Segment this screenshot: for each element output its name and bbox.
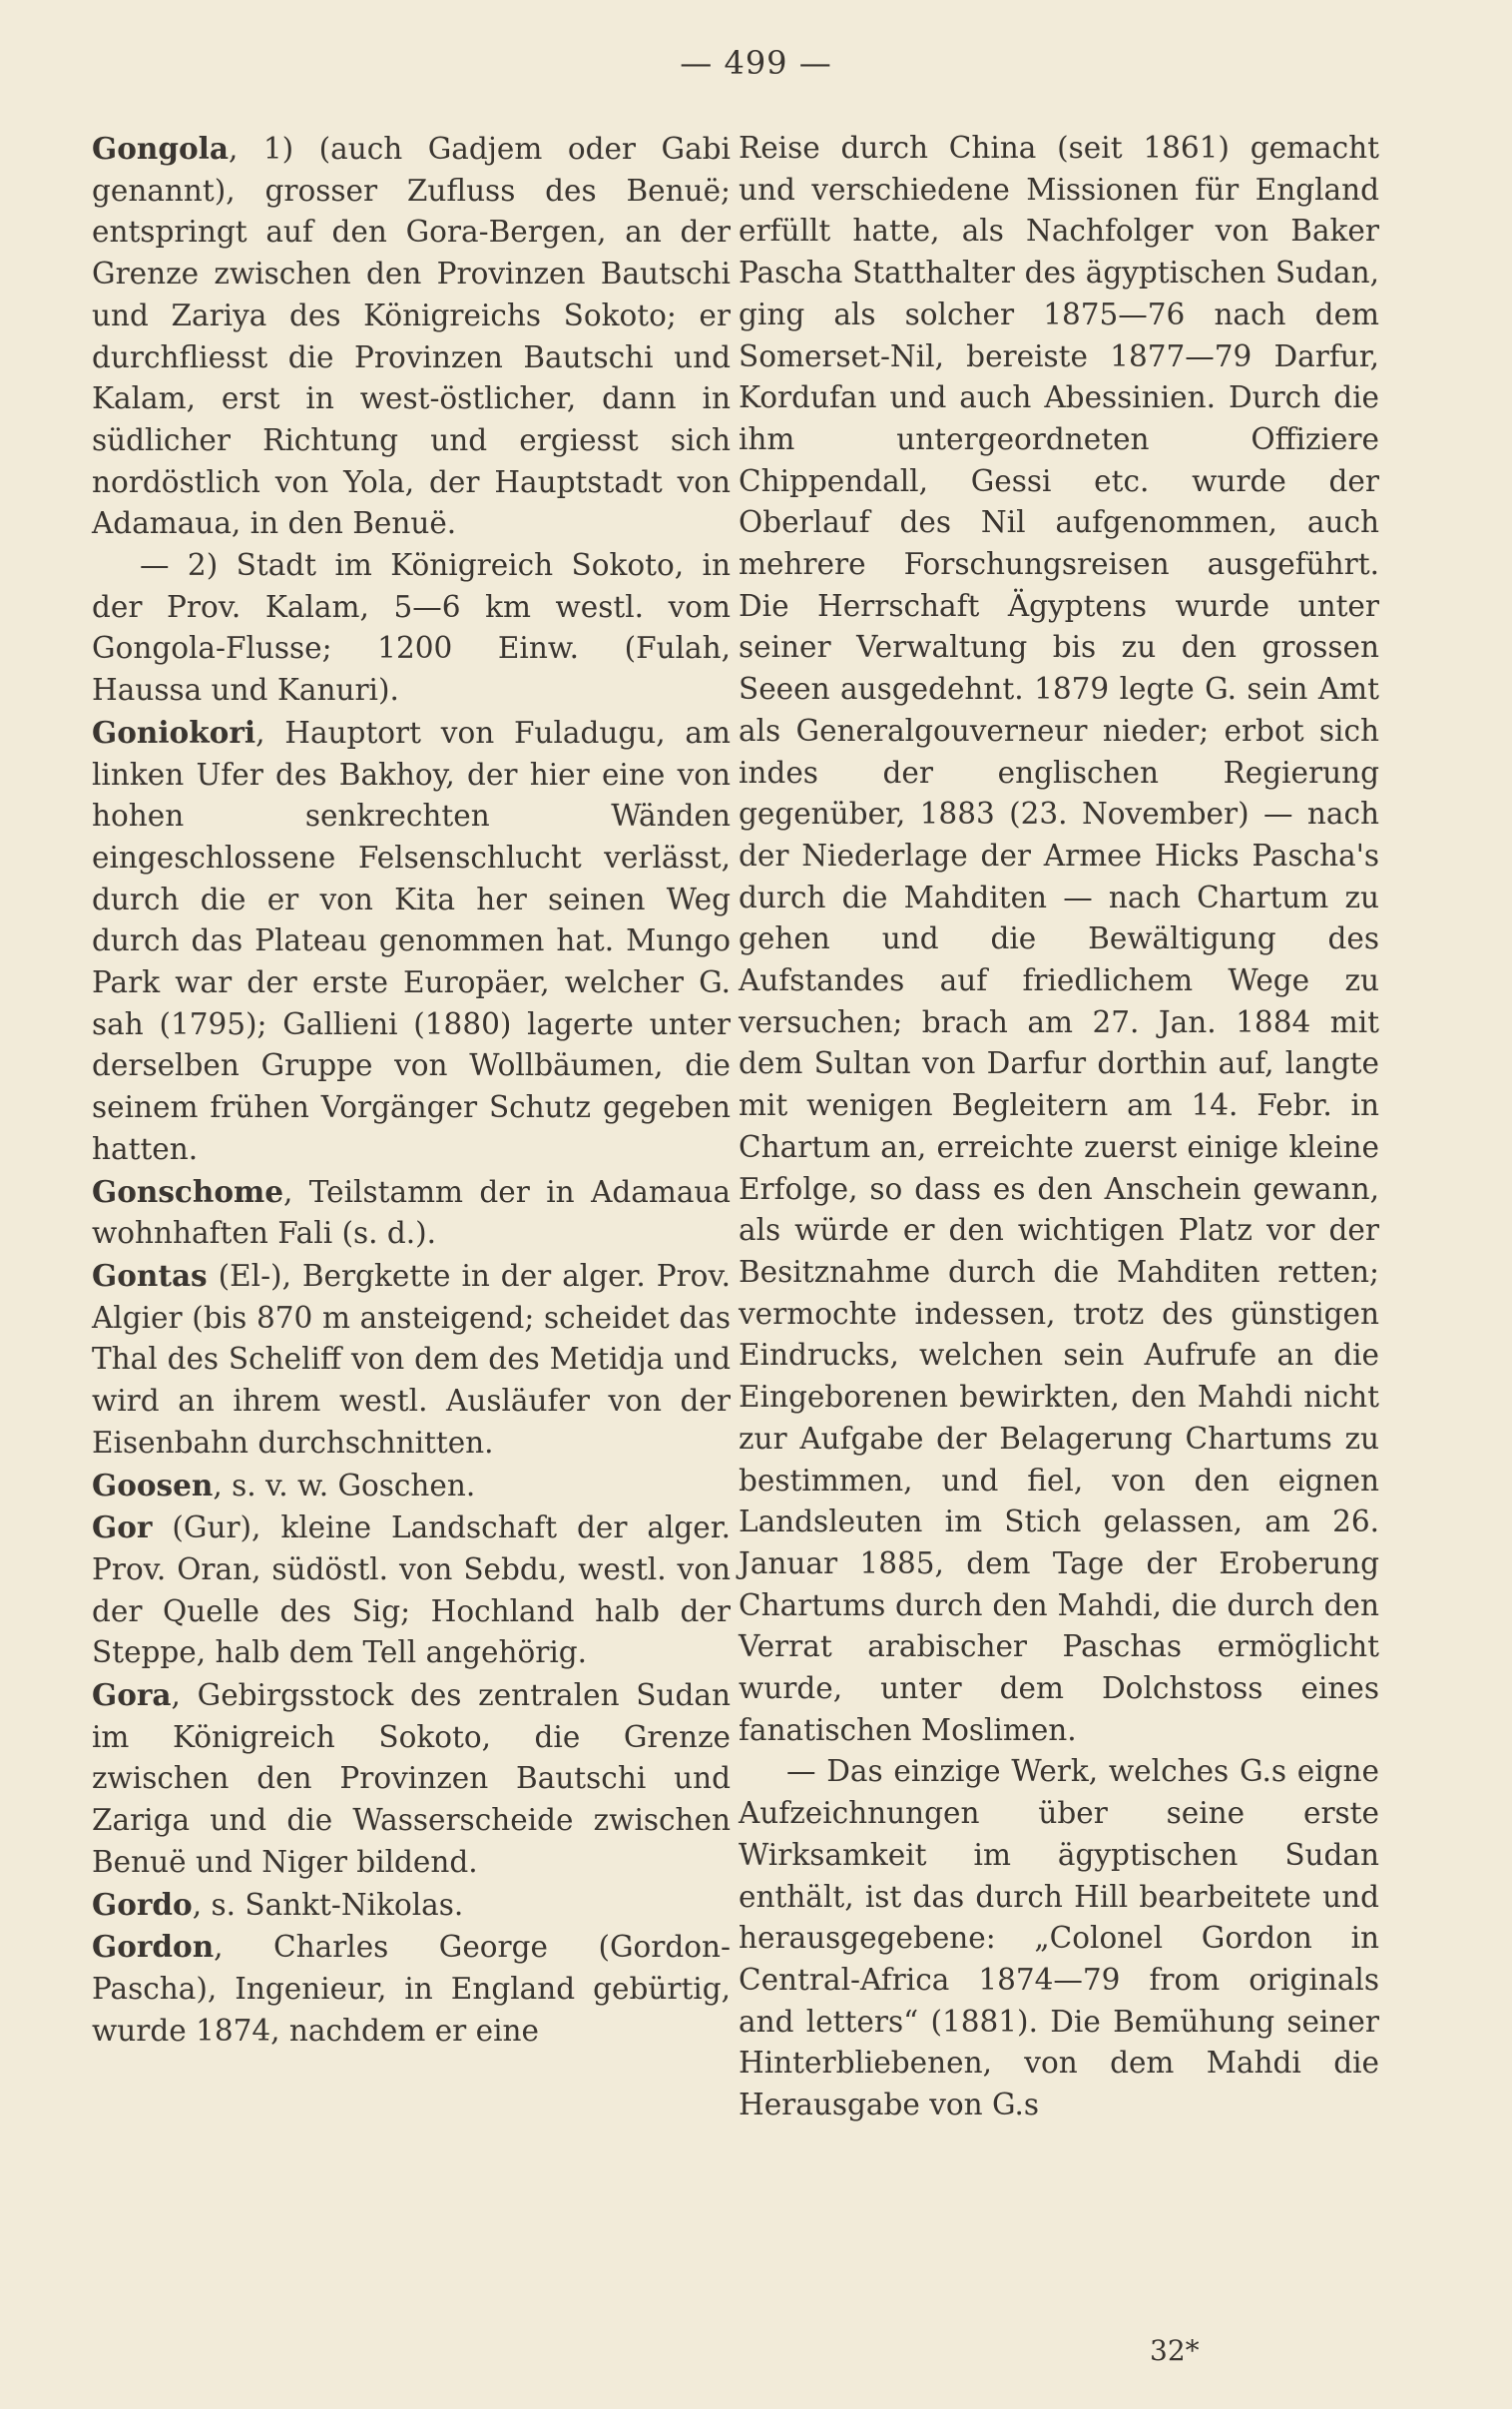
entry-gordon-continued xyxy=(739,128,1379,1751)
entry-gordo xyxy=(92,1884,731,1927)
left-column xyxy=(92,128,731,2052)
entry-goniokori xyxy=(92,712,731,1171)
entry-gora xyxy=(92,1674,731,1884)
entry-head: Gor xyxy=(92,1509,153,1545)
entry-text: , Teilstamm der in Adamaua wohnhaften Fali (s. d.). xyxy=(92,1174,731,1251)
entry-text: , s. Sankt-Nikolas. xyxy=(192,1887,464,1922)
entry-gor xyxy=(92,1506,731,1674)
entry-text: , 1) (auch Gadjem oder Gabi genannt), grosser Zufluss des Benuë; entspringt auf den Gora-Bergen, an der Grenze zwischen den Provinzen Bautschi und Zariya des Königreichs Sokoto; er durchfliesst die Provinzen Bautschi und Kalam, erst in west-östlicher, dann in südlicher Richtung und ergiesst sich nordöstlich von Yola, der Hauptstadt von Adamaua, in den Benuë. xyxy=(92,132,731,541)
entry-text: (El-), Bergkette in der alger. Prov. Algier (bis 870 m ansteigend; scheidet das Thal des Scheliff von dem des Metidja und wird an ihrem westl. Ausläufer von der Eisenbahn durchschnitten. xyxy=(92,1258,731,1460)
entry-head: Gongola xyxy=(92,131,229,166)
entry-text: — 2) Stadt im Königreich Sokoto, in der Prov. Kalam, 5—6 km westl. vom Gongola-Flusse; 1200 Einw. (Fulah, Haussa und Kanuri). xyxy=(92,548,731,708)
entry-text: , Hauptort von Fuladugu, am linken Ufer des Bakhoy, der hier eine von hohen senkrechten Wänden eingeschlossene Felsenschlucht verlässt, durch die er von Kita her seinen Weg durch das Plateau genommen hat. Mungo Park war der erste Europäer, welcher G. sah (1795); Gallieni (1880) lagerte unter derselben Gruppe von Wollbäumen, die seinem frühen Vorgänger Schutz gegeben hatten. xyxy=(92,715,731,1166)
entry-goosen xyxy=(92,1465,731,1507)
entry-head: Goniokori xyxy=(92,714,256,750)
right-column xyxy=(739,128,1379,2126)
entry-gordon-works xyxy=(739,1751,1379,2125)
entry-text: , Charles George (Gordon-Pascha), Ingenieur, in England gebürtig, wurde 1874, nachdem er eine xyxy=(92,1930,731,2048)
entry-gordon xyxy=(92,1926,731,2052)
entry-head: Gora xyxy=(92,1677,172,1713)
entry-gongola xyxy=(92,128,731,545)
entry-text: (Gur), kleine Landschaft der alger. Prov. Oran, südöstl. von Sebdu, westl. von der Quelle des Sig; Hochland halb der Steppe, halb dem Tell angehörig. xyxy=(92,1510,731,1670)
page-number: — 499 — xyxy=(680,44,832,82)
signature-mark: 32* xyxy=(1150,2334,1200,2367)
entry-text: Reise durch China (seit 1861) gemacht und verschiedene Missionen für England erfüllt hatte, als Nachfolger von Baker Pascha Statthalter des ägyptischen Sudan, ging als solcher 1875—76 nach dem Somerset-Nil, bereiste 1877—79 Darfur, Kordufan und auch Abessinien. Durch die ihm untergeordneten Offiziere Chippendall, Gessi etc. wurde der Oberlauf des Nil aufgenommen, auch mehrere Forschungsreisen ausgeführt. Die Herrschaft Ägyptens wurde unter seiner Verwaltung bis zu den grossen Seeen ausgedehnt. 1879 legte G. sein Amt als Generalgouverneur nieder; erbot sich indes der englischen Regierung gegenüber, 1883 (23. November) — nach der Niederlage der Armee Hicks Pascha's durch die Mahditen — nach Chartum zu gehen und die Bewältigung des Aufstandes auf friedlichem Wege zu versuchen; brach am 27. Jan. 1884 mit dem Sultan von Darfur dorthin auf, langte mit wenigen Begleitern am 14. Febr. in Chartum an, erreichte zuerst einige kleine Erfolge, so dass es den Anschein gewann, als würde er den wichtigen Platz vor der Besitznahme durch die Mahditen retten; vermochte indessen, trotz des günstigen Eindrucks, welchen sein Aufrufe an die Eingeborenen bewirkten, den Mahdi nicht zur Aufgabe der Belagerung Chartums zu bestimmen, und fiel, von den eignen Landsleuten im Stich gelassen, am 26. Januar 1885, dem Tage der Eroberung Chartums durch den Mahdi, die durch den Verrat arabischer Paschas ermöglicht wurde, unter dem Dolchstoss eines fanatischen Moslimen. xyxy=(739,131,1379,1747)
entry-gonschome xyxy=(92,1171,731,1255)
entry-head: Gonschome xyxy=(92,1173,283,1209)
entry-text: — Das einzige Werk, welches G.s eigne Aufzeichnungen über seine erste Wirksamkeit im ägyptischen Sudan enthält, ist das durch Hill bearbeitete und herausgegebene: „Colonel Gordon in Central-Africa 1874—79 from originals and letters“ (1881). Die Bemühung seiner Hinterbliebenen, von dem Mahdi die Herausgabe von G.s xyxy=(739,1754,1379,2122)
entry-text: , Gebirgsstock des zentralen Sudan im Königreich Sokoto, die Grenze zwischen den Provinzen Bautschi und Zariga und die Wasserscheide zwischen Benuë und Niger bildend. xyxy=(92,1678,731,1879)
entry-text: , s. v. w. Goschen. xyxy=(213,1468,476,1503)
entry-gongola-2 xyxy=(92,545,731,712)
entry-head: Gontas xyxy=(92,1257,208,1293)
entry-head: Goosen xyxy=(92,1467,214,1503)
entry-head: Gordon xyxy=(92,1929,215,1965)
entry-head: Gordo xyxy=(92,1886,193,1922)
entry-gontas xyxy=(92,1255,731,1465)
